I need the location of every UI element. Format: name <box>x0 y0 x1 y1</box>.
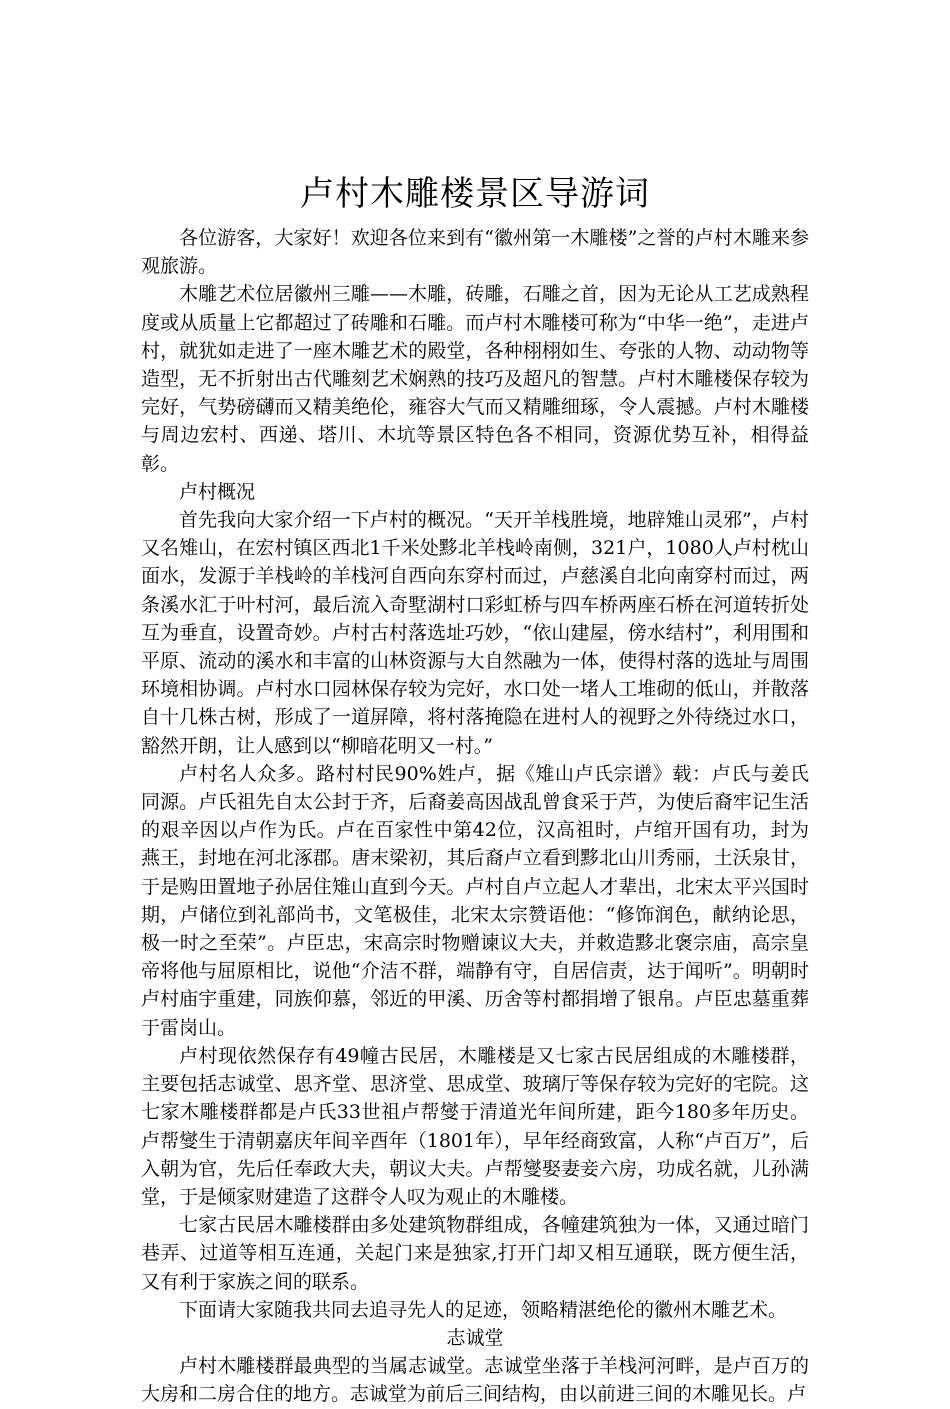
paragraph-woodcarving-intro: 木雕艺术位居徽州三雕——木雕，砖雕，石雕之首，因为无论从工艺成熟程度或从质量上它都超过了砖雕和石雕。而卢村木雕楼可称为“中华一绝”，走进卢村，就犹如走进了一座木雕艺术的殿堂，各种栩栩如生、夸张的人物、动动物等造型，无不折射出古代雕刻艺术娴熟的技巧及超凡的智慧。卢村木雕楼保存较为完好，气势磅礴而又精美绝伦，雍容大气而又精雕细琢，令人震撼。卢村木雕楼与周边宏村、西递、塔川、木坑等景区特色各不相同，资源优势互补，相得益彰。 <box>141 283 809 475</box>
paragraph-zhicheng-hall: 卢村木雕楼群最典型的当属志诚堂。志诚堂坐落于羊栈河河畔，是卢百万的大房和二房合住的地方。志诚堂为前后三间结构，由以前进三间的木雕见长。卢 <box>141 1355 809 1406</box>
paragraph-building-complex: 七家古民居木雕楼群由多处建筑物群组成，各幢建筑独为一体，又通过暗门巷弄、过道等相互连通，关起门来是独家,打开门却又相互通联，既方便生活，又有利于家族之间的联系。 <box>141 1214 809 1293</box>
section-heading-zhicheng-hall: 志诚堂 <box>446 1326 504 1349</box>
document-page <box>141 170 809 1409</box>
paragraph-ancient-dwellings: 卢村现依然保存有49幢古民居，木雕楼是又七家古民居组成的木雕楼群，主要包括志诚堂、思齐堂、思济堂、思成堂、玻璃厅等保存较为完好的宅院。这七家木雕楼群都是卢氏33世祖卢帮燮于清道光年间所建，距今180多年历史。卢帮燮生于清朝嘉庆年间辛酉年（1801年），早年经商致富，人称“卢百万”，后入朝为官，先后任奉政大夫，朝议大夫。卢帮燮娶妻妾六房，功成名就，儿孙满堂，于是倾家财建造了这群令人叹为观止的木雕楼。 <box>141 1044 809 1208</box>
paragraph-village-overview: 首先我向大家介绍一下卢村的概况。“天开羊栈胜境，地辟雉山灵邪”，卢村又名雉山，在宏村镇区西北1千米处黟北羊栈岭南侧，321户，1080人卢村枕山面水，发源于羊栈岭的羊栈河自西向东穿村而过，卢慈溪自北向南穿村而过，两条溪水汇于叶村河，最后流入奇墅湖村口彩虹桥与四车桥两座石桥在河道转折处互为垂直，设置奇妙。卢村古村落选址巧妙，“依山建屋，傍水结村”，利用围和平原、流动的溪水和丰富的山林资源与大自然融为一体，使得村落的选址与周围环境相协调。卢村水口园林保存较为完好，水口处一堵人工堆砌的低山，并散落自十几株古树，形成了一道屏障，将村落掩隐在进村人的视野之外待绕过水口，豁然开朗，让人感到以“柳暗花明又一村。” <box>141 509 809 757</box>
section-heading-overview: 卢村概况 <box>179 480 256 503</box>
paragraph-greeting: 各位游客，大家好！欢迎各位来到有“徽州第一木雕楼”之誉的卢村木雕来参观旅游。 <box>141 227 809 278</box>
paragraph-invitation: 下面请大家随我共同去追寻先人的足迹，领略精湛绝伦的徽州木雕艺术。 <box>179 1298 788 1321</box>
document-title: 卢村木雕楼景区导游词 <box>300 174 650 214</box>
paragraph-notable-people: 卢村名人众多。路村村民90%姓卢，据《雉山卢氏宗谱》载：卢氏与姜氏同源。卢氏祖先自太公封于齐，后裔姜高因战乱曾食采于芦，为使后裔牢记生活的艰辛因以卢作为氏。卢在百家性中第42位，汉高祖时，卢绾开国有功，封为燕王，封地在河北涿郡。唐末梁初，其后裔卢立看到黟北山川秀丽，土沃泉甘，于是购田置地子孙居住雉山直到今天。卢村自卢立起人才辈出，北宋太平兴国时期，卢储位到礼部尚书，文笔极佳，北宋太宗赞语他：“修饰润色，献纳论思，极一时之至荣”。卢臣忠，宋高宗时物赠谏议大夫，并敕造黟北褒宗庙，高宗皇帝将他与屈原相比，说他“介洁不群，端静有守，自居信责，达于闻听”。明朝时卢村庙宇重建，同族仰慕，邻近的甲溪、历舍等村都捐增了银帛。卢臣忠墓重葬于雷岗山。 <box>141 762 809 1039</box>
